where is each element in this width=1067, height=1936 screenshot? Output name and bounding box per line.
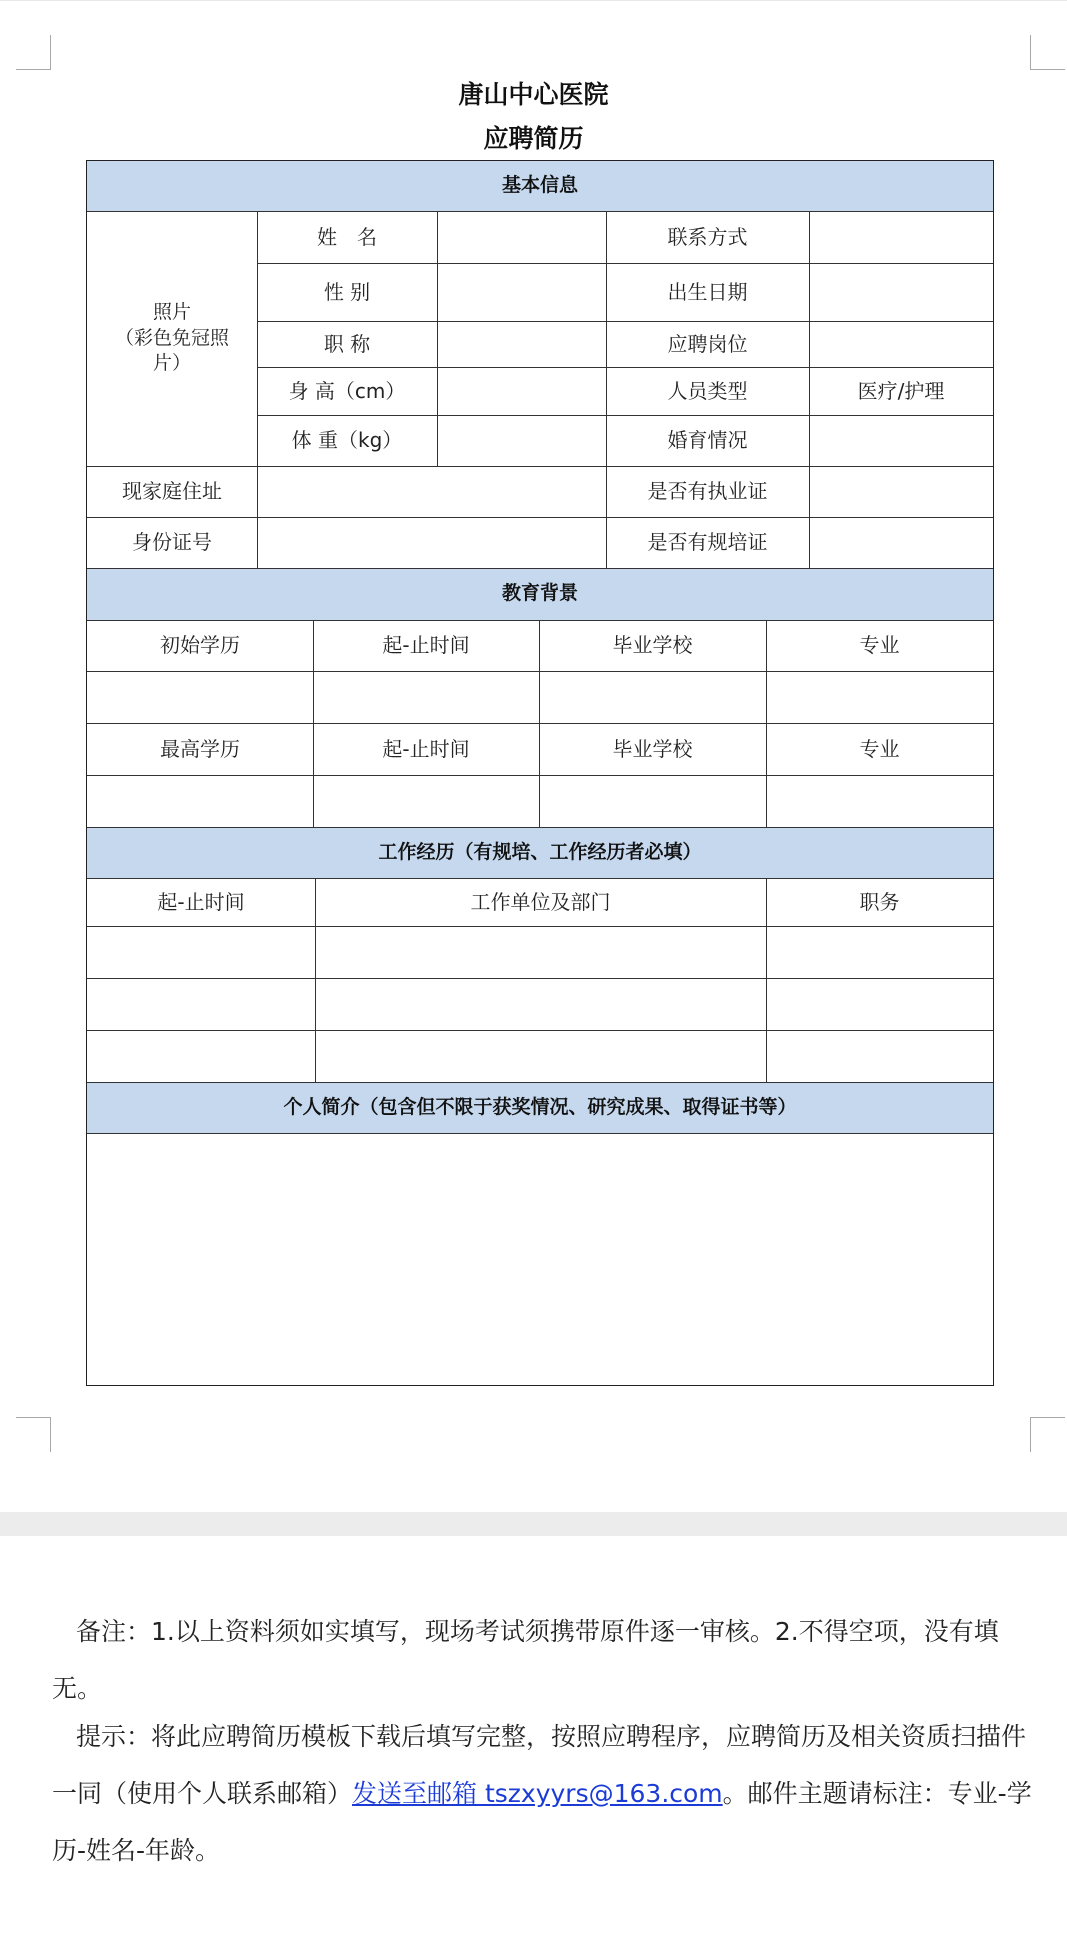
initial-major-field[interactable] xyxy=(766,671,993,723)
applied-position-field[interactable] xyxy=(809,321,993,367)
gender-field[interactable] xyxy=(437,263,606,321)
initial-school-field[interactable] xyxy=(539,671,766,723)
highest-major-label: 专业 xyxy=(859,736,900,761)
tip-text: 提示：将此应聘简历模板下载后填写完整，按照应聘程序，应聘简历及相关资质扫描件一同（使用个人联系邮箱） xyxy=(52,1722,1027,1808)
highest-period-label: 起-止时间 xyxy=(382,736,470,761)
staff-type-label: 人员类型 xyxy=(667,378,748,403)
birth-date-label: 出生日期 xyxy=(667,279,748,304)
marital-status-label: 婚育情况 xyxy=(667,428,748,452)
applied-position-label: 应聘岗位 xyxy=(667,331,748,356)
work-duty-label: 职务 xyxy=(859,889,900,914)
profile-text-area[interactable] xyxy=(87,1133,993,1385)
crop-mark-top-left xyxy=(16,35,51,70)
profile-heading: 个人简介（包含但不限于获奖情况、研究成果、取得证书等） xyxy=(283,1095,797,1118)
tip-subject-text: 。邮件主题请标注：专业-学历-姓名-年龄。 xyxy=(52,1779,1032,1865)
crop-mark-bottom-left xyxy=(16,1417,51,1452)
hospital-title: 唐山中心医院 xyxy=(458,80,609,109)
training-cert-label: 是否有规培证 xyxy=(647,530,768,554)
initial-degree-field[interactable] xyxy=(87,671,313,723)
highest-degree-label: 最高学历 xyxy=(160,736,240,761)
professional-title-field[interactable] xyxy=(437,321,606,367)
contact-label: 联系方式 xyxy=(667,224,748,249)
highest-period-field[interactable] xyxy=(313,775,539,827)
weight-label: 体 重（kg） xyxy=(291,428,403,452)
highest-major-field[interactable] xyxy=(766,775,993,827)
height-field[interactable] xyxy=(437,367,606,415)
crop-mark-bottom-right xyxy=(1030,1417,1065,1452)
id-number-field[interactable] xyxy=(257,517,606,568)
initial-major-label: 专业 xyxy=(859,633,900,657)
page-gap xyxy=(0,1512,1067,1536)
contact-field[interactable] xyxy=(809,211,993,263)
initial-school-label: 毕业学校 xyxy=(612,633,693,657)
staff-type-value[interactable]: 医疗/护理 xyxy=(857,378,945,403)
tip-paragraph xyxy=(52,1708,1032,1879)
height-label: 身 高（cm） xyxy=(288,378,406,403)
work-unit-label: 工作单位及部门 xyxy=(470,889,611,914)
initial-period-label: 起-止时间 xyxy=(382,633,470,657)
work-row[interactable] xyxy=(87,926,993,978)
highest-school-field[interactable] xyxy=(539,775,766,827)
highest-school-label: 毕业学校 xyxy=(612,736,693,761)
crop-mark-top-right xyxy=(1030,35,1065,70)
professional-title-label: 职 称 xyxy=(323,331,371,356)
highest-degree-field[interactable] xyxy=(87,775,313,827)
initial-period-field[interactable] xyxy=(313,671,539,723)
remark-paragraph: 备注：1.以上资料须如实填写，现场考试须携带原件逐一审核。2.不得空项，没有填无。 xyxy=(52,1617,999,1703)
form-title: 应聘简历 xyxy=(483,124,584,153)
basic-info-heading: 基本信息 xyxy=(501,174,578,197)
email-link[interactable]: 发送至邮箱 tszxyyrs@163.com xyxy=(352,1779,723,1808)
name-label: 姓 名 xyxy=(317,224,377,249)
photo-placeholder: 照片 （彩色免冠照 片） xyxy=(114,301,229,375)
home-address-label: 现家庭住址 xyxy=(122,479,222,503)
gender-label: 性 别 xyxy=(323,279,371,304)
name-field[interactable] xyxy=(437,211,606,263)
practice-license-field[interactable] xyxy=(809,466,993,517)
id-number-label: 身份证号 xyxy=(132,530,212,554)
training-cert-field[interactable] xyxy=(809,517,993,568)
birth-date-field[interactable] xyxy=(809,263,993,321)
initial-degree-label: 初始学历 xyxy=(160,633,240,657)
work-row[interactable] xyxy=(87,978,993,1030)
marital-status-field[interactable] xyxy=(809,415,993,466)
work-period-label: 起-止时间 xyxy=(157,889,245,914)
work-row[interactable] xyxy=(87,1030,993,1082)
work-heading: 工作经历（有规培、工作经历者必填） xyxy=(378,840,702,863)
weight-field[interactable] xyxy=(437,415,606,466)
education-heading: 教育背景 xyxy=(501,582,578,605)
home-address-field[interactable] xyxy=(257,466,606,517)
practice-license-label: 是否有执业证 xyxy=(647,479,768,503)
resume-form-table xyxy=(86,160,994,1386)
